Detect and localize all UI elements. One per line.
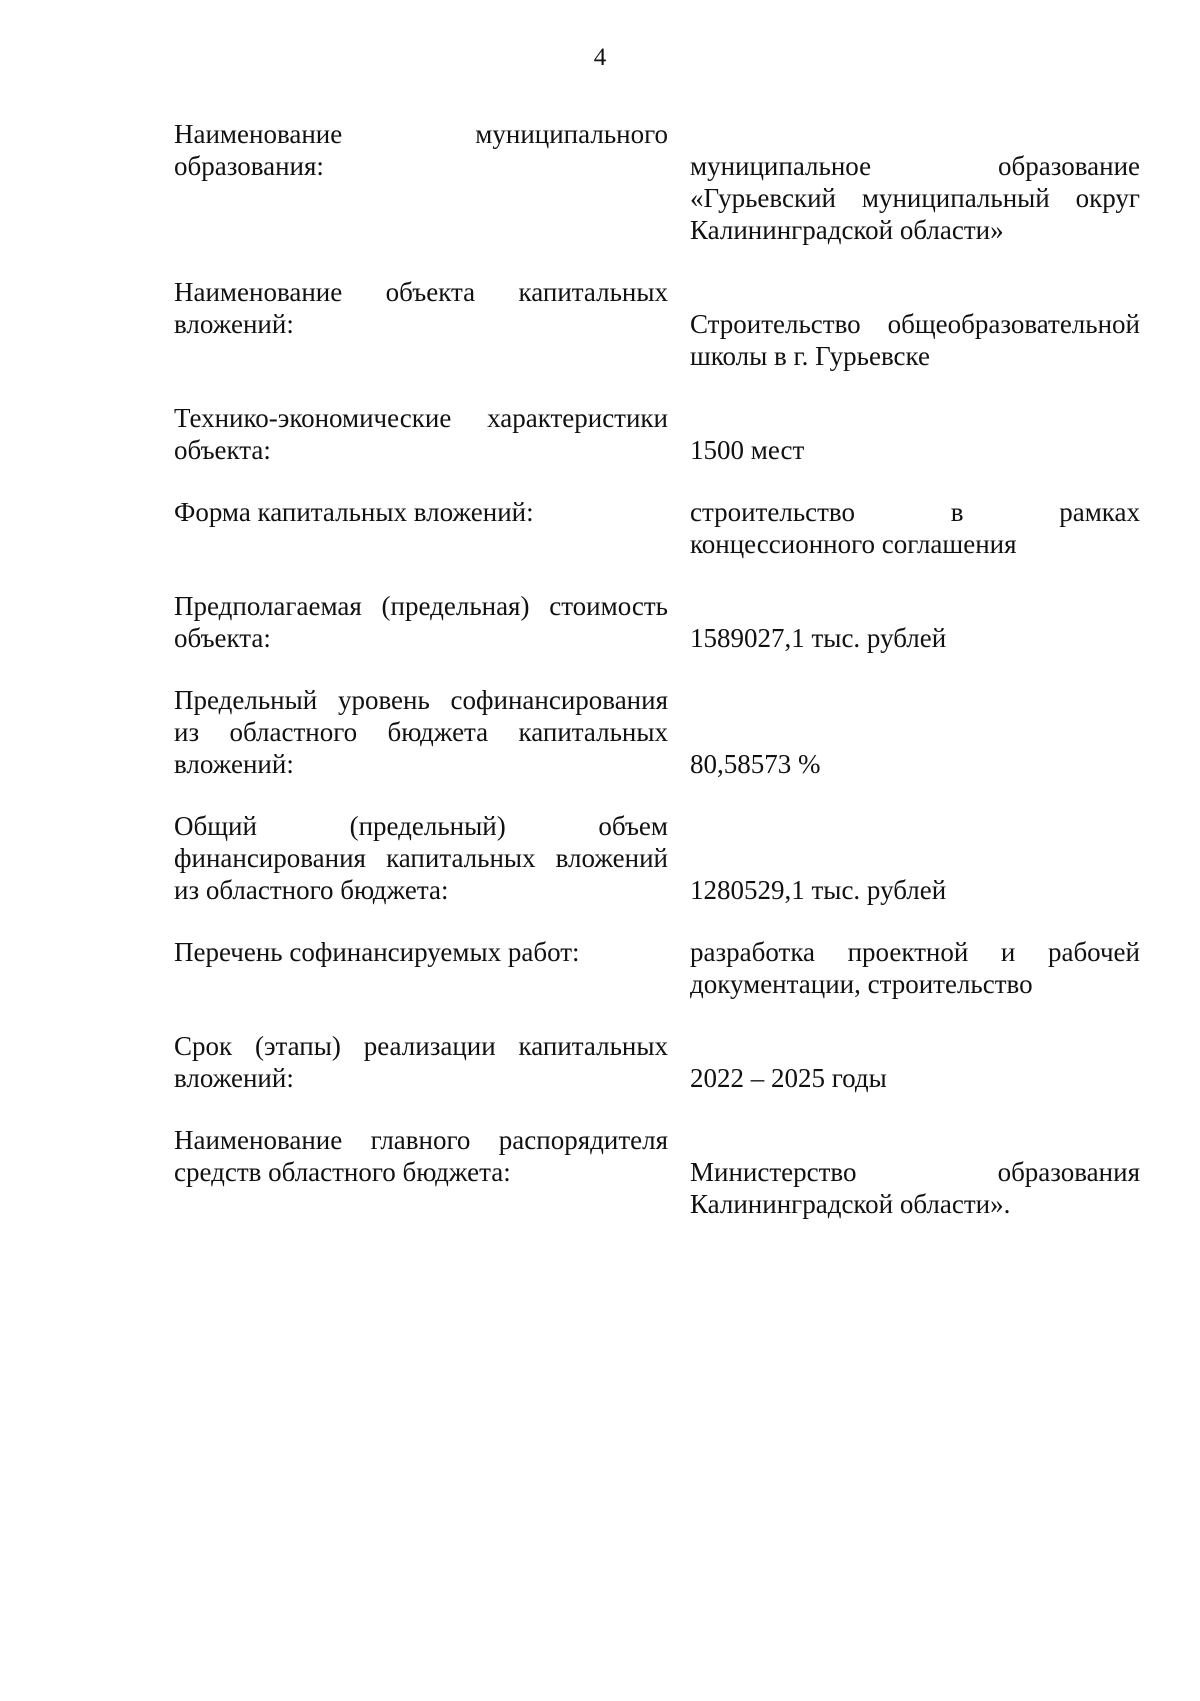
field-row-investment-form (174, 496, 1140, 560)
field-row-total-financing (174, 810, 1140, 906)
field-label: Форма капитальных вложений: (174, 497, 534, 527)
field-label: Наименование муниципального образования: (174, 119, 668, 181)
field-label: Наименование главного распорядителя средств областного бюджета: (174, 1125, 668, 1187)
field-label: Технико-экономические характеристики объекта: (174, 403, 668, 465)
field-value: 1280529,1 тыс. рублей (690, 875, 947, 905)
field-label: Наименование объекта капитальных вложений: (174, 277, 668, 339)
field-label: Перечень софинансируемых работ: (174, 937, 580, 967)
field-label: Предполагаемая (предельная) стоимость объекта: (174, 591, 668, 653)
field-label: Общий (предельный) объем финансирования капитальных вложений из областного бюджета: (174, 811, 668, 905)
field-value: 1500 мест (690, 435, 805, 465)
field-row-cofinancing-level (174, 684, 1140, 780)
field-value: Строительство общеобразовательной школы в г. Гурьевске (690, 309, 1140, 371)
field-label: Предельный уровень софинансирования из областного бюджета капитальных вложений: (174, 685, 668, 779)
field-value: 2022 – 2025 годы (690, 1063, 887, 1093)
field-row-chief-administrator (174, 1124, 1140, 1220)
field-row-timeline (174, 1030, 1140, 1094)
field-value: 80,58573 % (690, 749, 821, 779)
passport-fields (174, 118, 1140, 1250)
field-row-works-list (174, 936, 1140, 1000)
field-row-object-name (174, 276, 1140, 372)
field-value: 1589027,1 тыс. рублей (690, 623, 947, 653)
field-value: строительство в рамках концессионного соглашения (690, 497, 1140, 559)
field-label: Срок (этапы) реализации капитальных вложений: (174, 1031, 668, 1093)
field-value: Министерство образования Калининградской области». (690, 1157, 1140, 1219)
field-value: муниципальное образование «Гурьевский муниципальный округ Калининградской области» (690, 151, 1140, 245)
page-number: 4 (593, 44, 607, 71)
field-row-estimated-cost (174, 590, 1140, 654)
field-row-characteristics (174, 402, 1140, 466)
field-value: разработка проектной и рабочей документации, строительство (690, 937, 1140, 999)
field-row-municipality (174, 118, 1140, 246)
